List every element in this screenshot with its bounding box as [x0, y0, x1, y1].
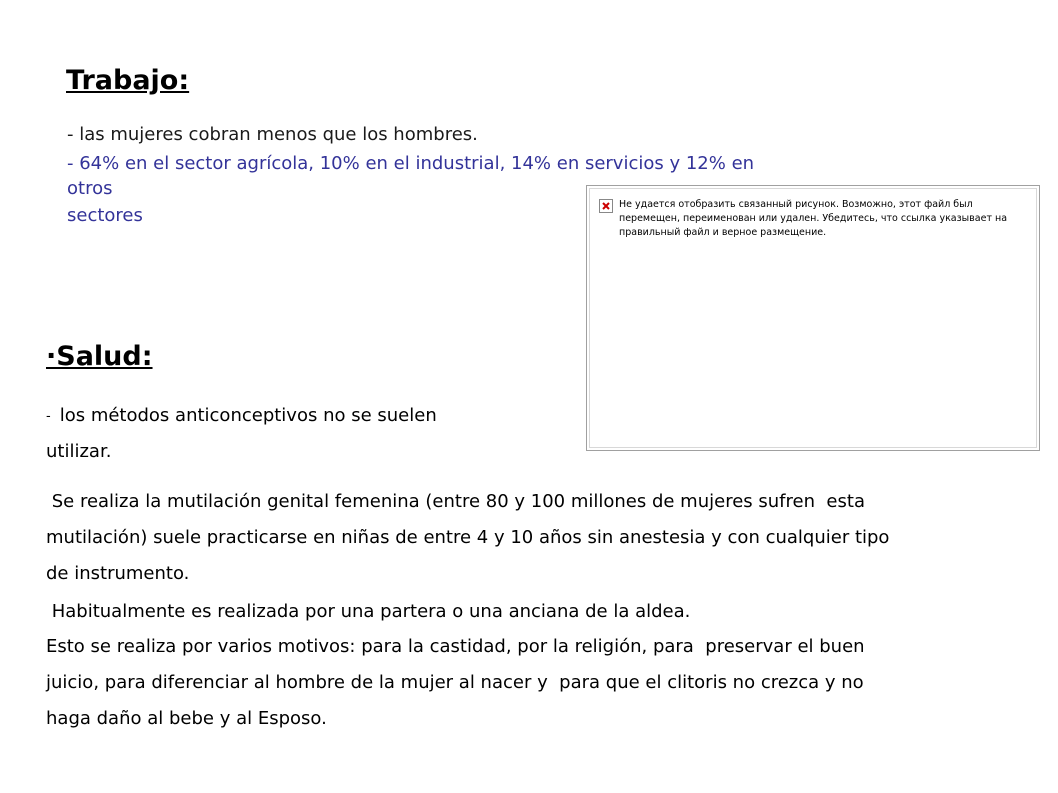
broken-image-message: Не удается отобразить связанный рисунок. Возможно, этот файл был перемещен, переименован или удален. Убедитесь, что ссылка указывает на правильный файл и верное размещение.	[619, 199, 1008, 238]
broken-image-placeholder	[586, 185, 1040, 451]
paragraph-mutilation	[46, 484, 1006, 592]
paragraph-line: mutilación) suele practicarse en niñas de entre 4 y 10 años sin anestesia y con cualquier tipo	[46, 527, 890, 548]
bullet-dash: -	[46, 409, 51, 424]
salud-bullet-continuation: utilizar.	[46, 441, 112, 462]
paragraph-line: haga daño al bebe y al Esposo.	[46, 708, 327, 729]
broken-image-icon	[599, 199, 613, 213]
salud-heading: ·Salud:	[46, 341, 153, 372]
paragraph-performer: Habitualmente es realizada por una partera o una anciana de la aldea.	[46, 601, 691, 622]
trabajo-line: sectores	[67, 205, 143, 226]
broken-image-frame	[589, 188, 1037, 448]
paragraph-line: de instrumento.	[46, 563, 190, 584]
paragraph-motives	[46, 629, 865, 737]
paragraph-line: juicio, para diferenciar al hombre de la mujer al nacer y para que el clitoris no crezca y no	[46, 672, 864, 693]
trabajo-line: - 64% en el sector agrícola, 10% en el industrial, 14% en servicios y 12% en	[67, 153, 755, 174]
paragraph-line: Se realiza la mutilación genital femenina (entre 80 y 100 millones de mujeres sufren esta	[46, 491, 865, 512]
trabajo-line: otros	[67, 178, 113, 199]
salud-bullet	[46, 404, 437, 429]
trabajo-line: - las mujeres cobran menos que los hombres.	[67, 124, 478, 145]
salud-bullet-text: los métodos anticonceptivos no se suelen	[59, 405, 437, 426]
paragraph-line: Esto se realiza por varios motivos: para la castidad, por la religión, para preservar el buen	[46, 636, 865, 657]
trabajo-heading: Trabajo:	[66, 65, 190, 96]
